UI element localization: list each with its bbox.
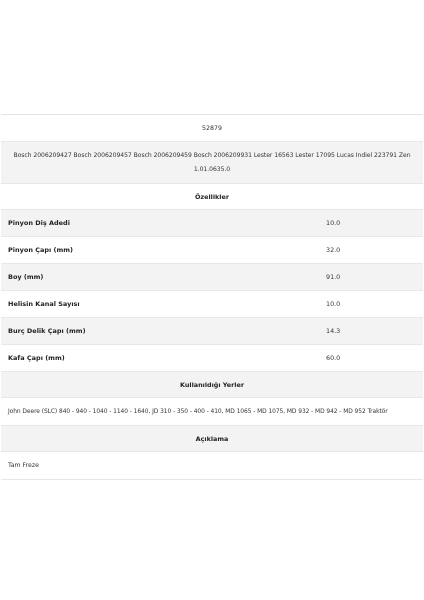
- spec-label: Pinyon Çapı (mm): [8, 246, 73, 254]
- usage-row: [1, 398, 423, 426]
- spec-label: Boy (mm): [8, 273, 44, 281]
- description-row: [1, 452, 423, 480]
- specs-heading: Özellikler: [195, 192, 229, 201]
- spec-value: 10.0: [326, 219, 341, 227]
- spec-row: [1, 291, 423, 318]
- spec-value: 32.0: [326, 246, 341, 254]
- oem-references-row: [1, 142, 423, 184]
- spec-label: Pinyon Diş Adedi: [8, 219, 70, 227]
- spec-row: [1, 345, 423, 372]
- spec-value: 10.0: [326, 300, 341, 308]
- spec-value: 14.3: [326, 327, 341, 335]
- product-details-table: [1, 114, 423, 480]
- spec-row: [1, 318, 423, 345]
- spec-label: Kafa Çapı (mm): [8, 354, 65, 362]
- oem-references: Bosch 2006209427 Bosch 2006209457 Bosch 2006209459 Bosch 2006209931 Lester 16563 Lester 17095 Lucas Indiel 223791 Zen 1.01.0635.0: [13, 151, 411, 173]
- product-code-row: [1, 115, 423, 142]
- spec-label: Helisin Kanal Sayısı: [8, 300, 80, 308]
- specs-heading-row: [1, 184, 423, 210]
- spec-row: [1, 210, 423, 237]
- spec-value: 60.0: [326, 354, 341, 362]
- spec-label: Burç Delik Çapı (mm): [8, 327, 86, 335]
- description-text: Tam Freze: [8, 462, 39, 469]
- usage-heading: Kullanıldığı Yerler: [180, 380, 244, 389]
- usage-heading-row: [1, 372, 423, 398]
- spec-value: 91.0: [326, 273, 341, 281]
- description-heading-row: [1, 426, 423, 452]
- product-code: 52879: [201, 124, 223, 132]
- description-heading: Açıklama: [195, 434, 229, 443]
- usage-text: John Deere (SLC) 840 - 940 - 1040 - 1140 - 1640, JD 310 - 350 - 400 - 410, MD 1065 - MD 1075, MD 932 - MD 942 - MD 952 Traktör: [8, 408, 388, 415]
- spec-row: [1, 237, 423, 264]
- spec-row: [1, 264, 423, 291]
